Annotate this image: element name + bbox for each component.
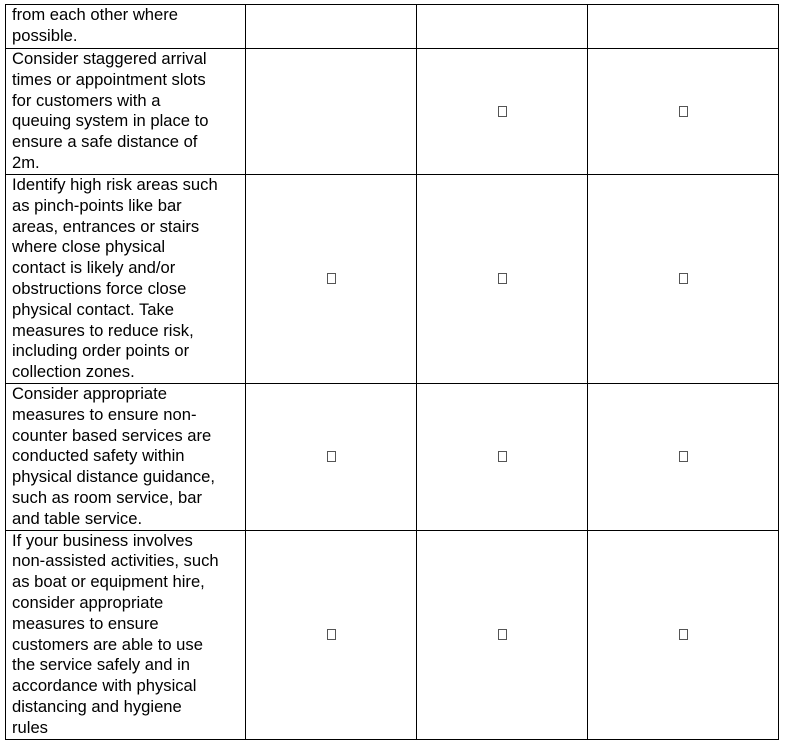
row-description: Identify high risk areas such as pinch-points like bar areas, entrances or stairs where close physical contact is likely and/or obstructions force close physical contact. Take measures to reduce risk, including order points or collection zones. bbox=[12, 175, 218, 382]
checkbox-cell bbox=[417, 383, 588, 530]
checkbox-cell bbox=[588, 175, 779, 384]
row-description-cell bbox=[6, 175, 246, 384]
checkbox[interactable] bbox=[679, 629, 688, 640]
row-description-cell bbox=[6, 530, 246, 739]
checkbox[interactable] bbox=[498, 629, 507, 640]
checkbox-cell bbox=[588, 383, 779, 530]
checkbox-cell bbox=[417, 175, 588, 384]
row-description: If your business involves non-assisted activities, such as boat or equipment hire, consider appropriate measures to ensure customers are able to use the service safely and in accordance with physical distancing and hygiene rules bbox=[12, 530, 219, 737]
checkbox-cell bbox=[417, 5, 588, 49]
table-row bbox=[6, 530, 779, 739]
checklist-body bbox=[6, 5, 779, 740]
row-description: from each other where possible. bbox=[12, 5, 179, 45]
checkbox[interactable] bbox=[327, 629, 336, 640]
checkbox-cell bbox=[246, 530, 417, 739]
table-row bbox=[6, 5, 779, 49]
row-description-cell bbox=[6, 49, 246, 175]
checkbox-cell bbox=[246, 175, 417, 384]
row-description: Consider staggered arrival times or appointment slots for customers with a queuing system in place to ensure a safe distance of 2m. bbox=[12, 49, 209, 172]
checkbox[interactable] bbox=[498, 451, 507, 462]
checkbox[interactable] bbox=[327, 451, 336, 462]
checkbox-cell bbox=[417, 530, 588, 739]
table-row bbox=[6, 49, 779, 175]
checkbox-cell bbox=[246, 49, 417, 175]
table-row bbox=[6, 175, 779, 384]
checkbox[interactable] bbox=[327, 273, 336, 284]
checkbox-cell bbox=[246, 383, 417, 530]
checklist-table bbox=[5, 4, 779, 740]
checkbox-cell bbox=[417, 49, 588, 175]
checkbox-cell bbox=[246, 5, 417, 49]
checkbox-cell bbox=[588, 49, 779, 175]
row-description: Consider appropriate measures to ensure non- counter based services are conducted safety within physical distance guidance, such as room service, bar and table service. bbox=[12, 383, 215, 528]
row-description-cell bbox=[6, 5, 246, 49]
table-row bbox=[6, 383, 779, 530]
checkbox[interactable] bbox=[679, 273, 688, 284]
row-description-cell bbox=[6, 383, 246, 530]
checkbox[interactable] bbox=[679, 106, 688, 117]
checkbox[interactable] bbox=[498, 106, 507, 117]
checkbox-cell bbox=[588, 5, 779, 49]
checkbox-cell bbox=[588, 530, 779, 739]
checkbox[interactable] bbox=[679, 451, 688, 462]
checkbox[interactable] bbox=[498, 273, 507, 284]
